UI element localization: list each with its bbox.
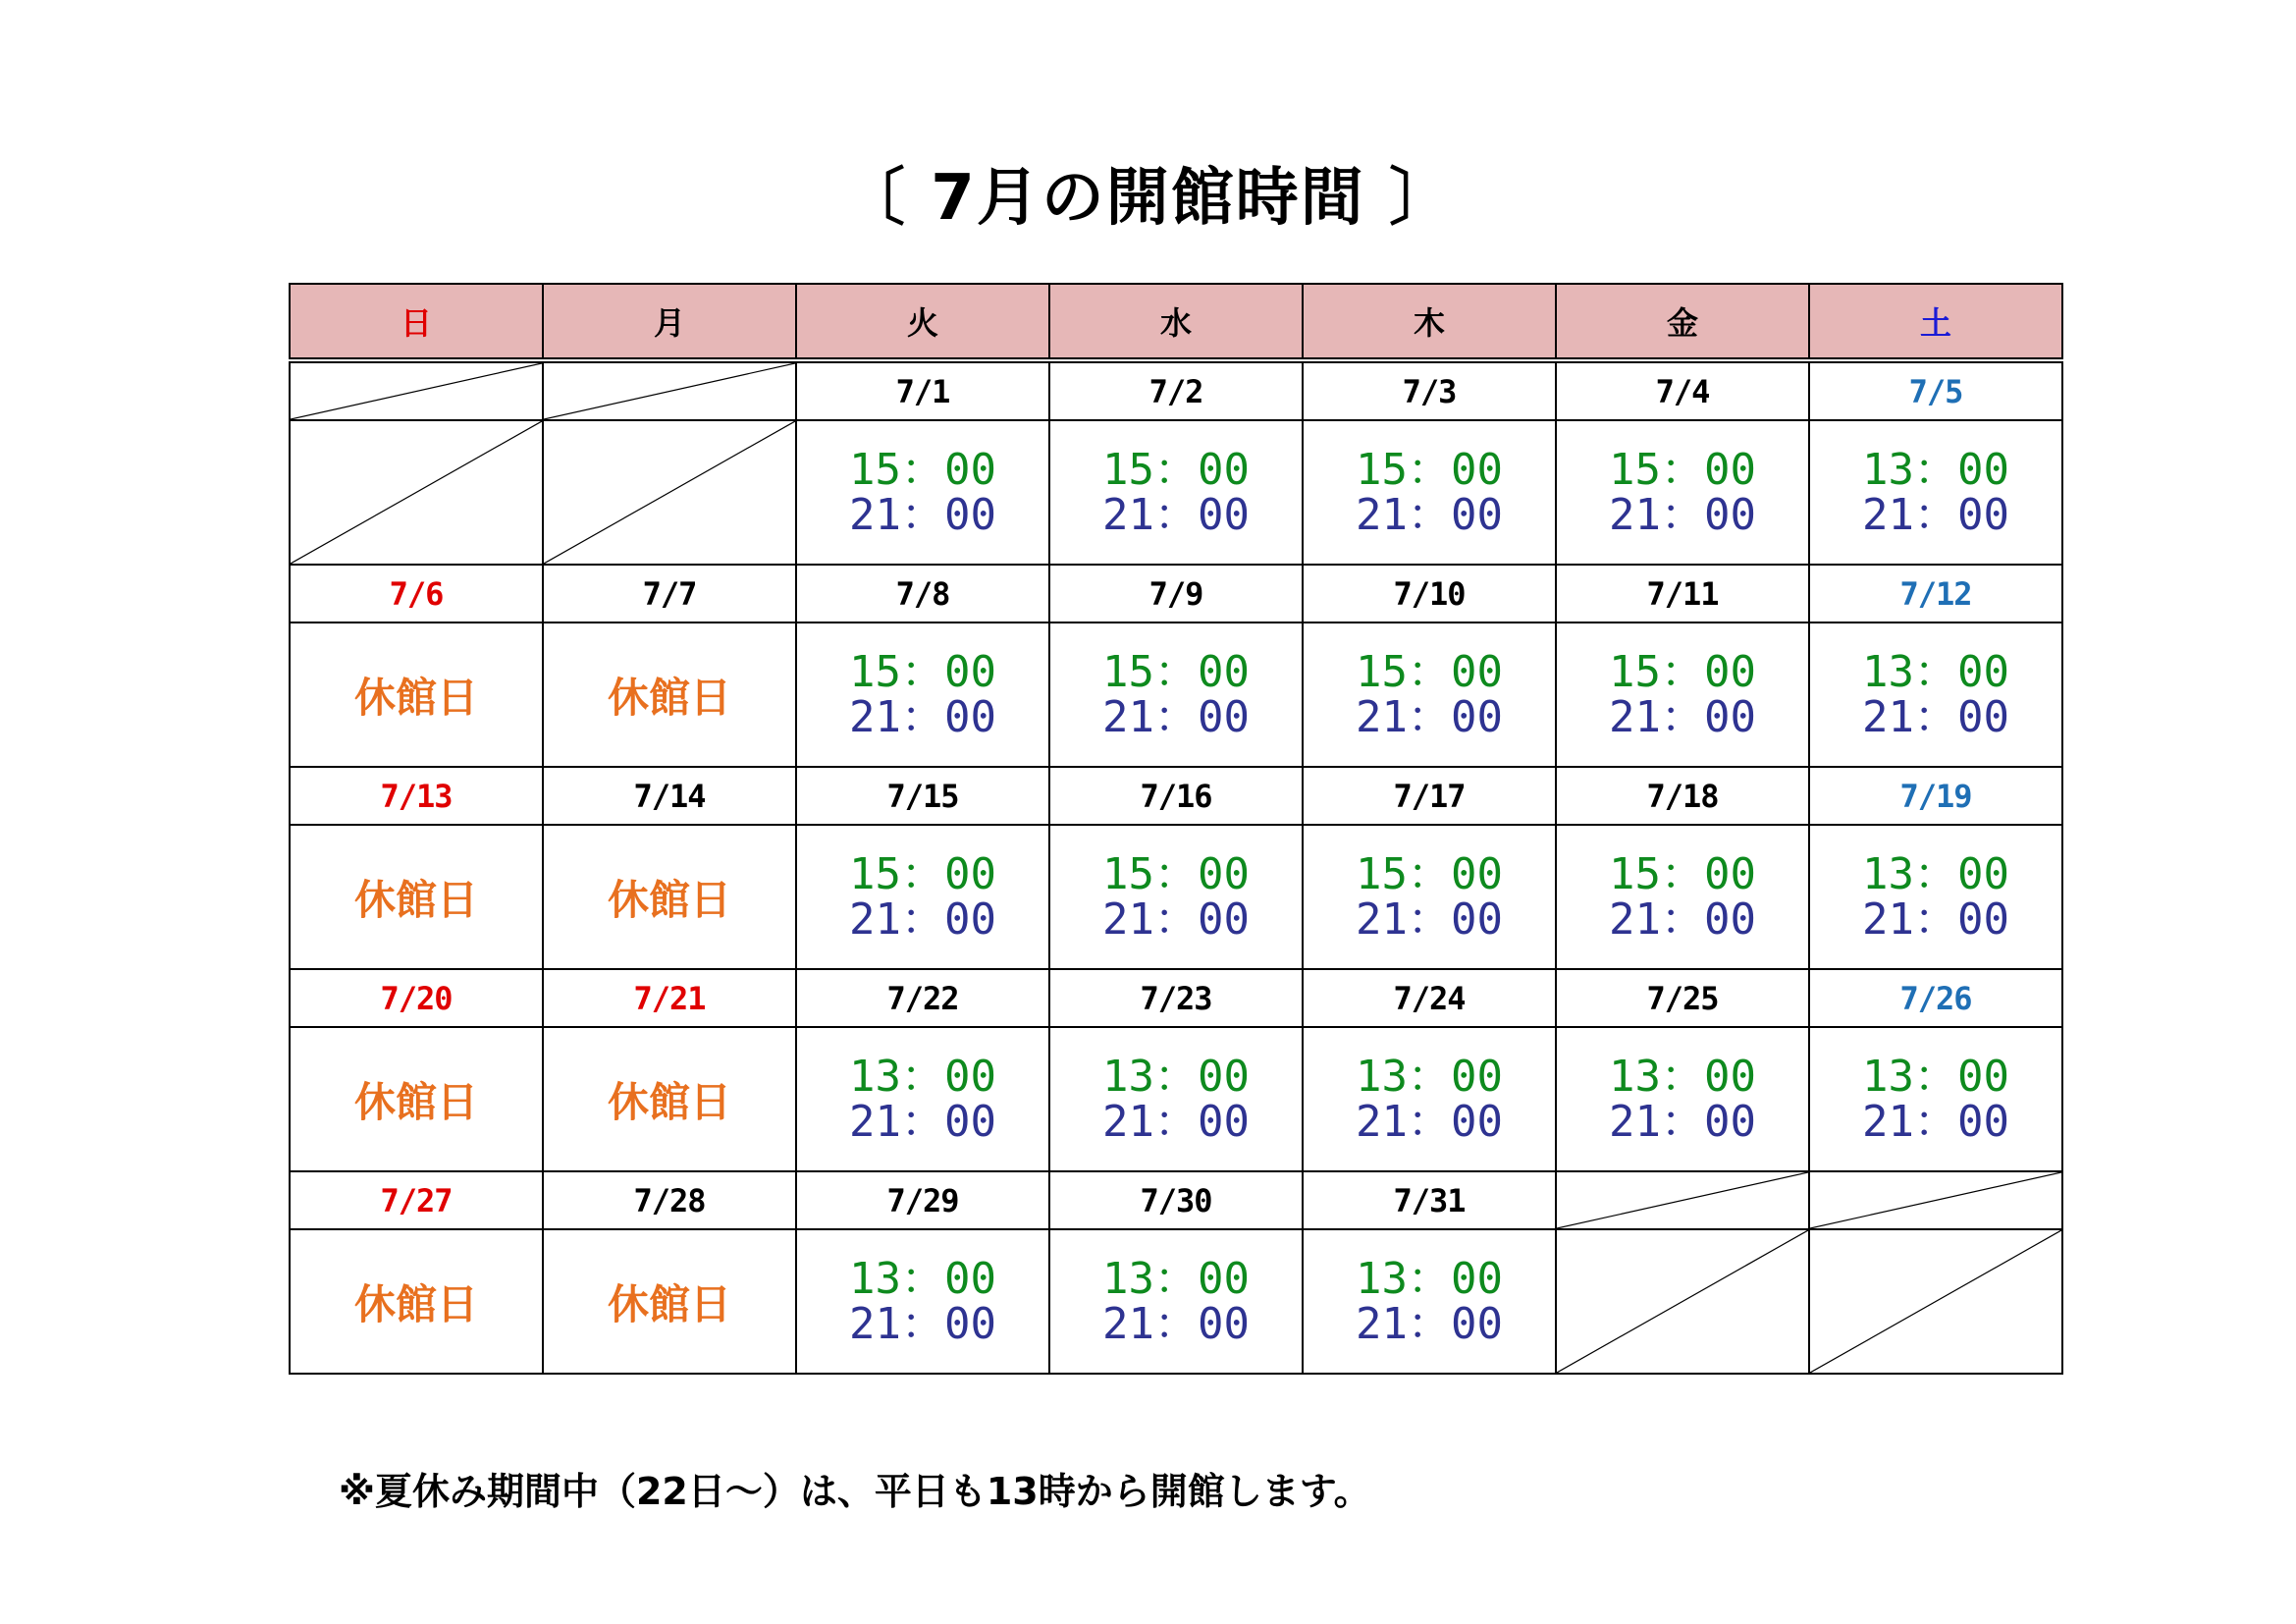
hours-cell [1303, 623, 1556, 767]
close-time: 21：00 [849, 1096, 996, 1147]
closed-label: 休館日 [607, 1279, 731, 1328]
weekday-fri: 金 [1556, 284, 1809, 360]
hours-cell [1809, 623, 2062, 767]
close-time: 21：00 [849, 1298, 996, 1349]
weekday-sun: 日 [290, 284, 543, 360]
open-time: 15：00 [1356, 444, 1503, 495]
date-cell: 7/24 [1303, 969, 1556, 1027]
closed-cell [543, 1229, 796, 1374]
hours-cell [1303, 420, 1556, 565]
close-time: 21：00 [1609, 489, 1756, 540]
weekday-mon: 月 [543, 284, 796, 360]
empty-date-cell [1556, 1171, 1809, 1229]
hours-cell [1556, 825, 1809, 969]
close-time: 21：00 [1609, 691, 1756, 742]
date-cell: 7/18 [1556, 767, 1809, 825]
close-time: 21：00 [849, 489, 996, 540]
open-time: 15：00 [1102, 444, 1250, 495]
summer-note: ※夏休み期間中（22日～）は、平日も13時から開館します。 [339, 1470, 1371, 1513]
empty-cell-slash [291, 363, 542, 419]
hours-cell [1049, 420, 1303, 565]
hours-cell [1556, 1027, 1809, 1171]
close-time: 21：00 [849, 893, 996, 945]
hours-cell [1303, 1229, 1556, 1374]
hours-cell [1556, 420, 1809, 565]
empty-hours-cell [290, 420, 543, 565]
date-cell: 7/6 [290, 565, 543, 623]
hours-cell [1809, 420, 2062, 565]
closed-cell [290, 825, 543, 969]
empty-cell-slash [1557, 1230, 1808, 1373]
date-cell: 7/25 [1556, 969, 1809, 1027]
closed-label: 休館日 [607, 1077, 731, 1126]
close-time: 21：00 [1862, 691, 2009, 742]
date-cell: 7/21 [543, 969, 796, 1027]
hours-cell [1303, 1027, 1556, 1171]
weekday-thu: 木 [1303, 284, 1556, 360]
date-cell: 7/3 [1303, 360, 1556, 420]
date-cell: 7/11 [1556, 565, 1809, 623]
empty-date-cell [543, 360, 796, 420]
empty-cell-slash [1810, 1230, 2061, 1373]
close-time: 21：00 [1862, 893, 2009, 945]
date-cell: 7/17 [1303, 767, 1556, 825]
empty-cell-slash [291, 421, 542, 564]
date-row [290, 1171, 2062, 1229]
close-time: 21：00 [1102, 893, 1250, 945]
closed-label: 休館日 [353, 1077, 478, 1126]
open-time: 15：00 [849, 444, 996, 495]
hours-cell [1049, 1229, 1303, 1374]
calendar-table [289, 283, 2063, 1375]
date-cell: 7/29 [796, 1171, 1049, 1229]
open-time: 13：00 [849, 1253, 996, 1304]
weekday-tue: 火 [796, 284, 1049, 360]
hours-row [290, 825, 2062, 969]
open-time: 13：00 [849, 1051, 996, 1102]
date-cell: 7/31 [1303, 1171, 1556, 1229]
open-time: 15：00 [1356, 848, 1503, 899]
hours-cell [796, 420, 1049, 565]
open-time: 13：00 [1356, 1051, 1503, 1102]
date-cell: 7/30 [1049, 1171, 1303, 1229]
empty-hours-cell [1556, 1229, 1809, 1374]
open-time: 13：00 [1102, 1253, 1250, 1304]
hours-cell [1049, 623, 1303, 767]
hours-cell [796, 623, 1049, 767]
closed-cell [543, 623, 796, 767]
empty-date-cell [290, 360, 543, 420]
date-cell: 7/14 [543, 767, 796, 825]
closed-cell [290, 1229, 543, 1374]
hours-cell [796, 1229, 1049, 1374]
date-cell: 7/19 [1809, 767, 2062, 825]
date-cell: 7/9 [1049, 565, 1303, 623]
weekday-header-row [290, 284, 2062, 360]
open-time: 15：00 [1356, 646, 1503, 697]
date-cell: 7/13 [290, 767, 543, 825]
closed-label: 休館日 [353, 1279, 478, 1328]
open-time: 13：00 [1862, 444, 2009, 495]
date-row [290, 360, 2062, 420]
hours-cell [796, 825, 1049, 969]
hours-row [290, 420, 2062, 565]
close-time: 21：00 [1862, 1096, 2009, 1147]
hours-cell [1049, 1027, 1303, 1171]
closed-label: 休館日 [353, 673, 478, 722]
open-time: 13：00 [1102, 1051, 1250, 1102]
hours-cell [1809, 825, 2062, 969]
open-time: 15：00 [1102, 848, 1250, 899]
open-time: 15：00 [1609, 444, 1756, 495]
closed-label: 休館日 [353, 875, 478, 924]
close-time: 21：00 [1609, 1096, 1756, 1147]
hours-row [290, 1229, 2062, 1374]
open-time: 13：00 [1356, 1253, 1503, 1304]
close-time: 21：00 [849, 691, 996, 742]
date-cell: 7/20 [290, 969, 543, 1027]
hours-row [290, 1027, 2062, 1171]
date-cell: 7/1 [796, 360, 1049, 420]
date-row [290, 969, 2062, 1027]
open-time: 13：00 [1609, 1051, 1756, 1102]
close-time: 21：00 [1356, 1096, 1503, 1147]
close-time: 21：00 [1862, 489, 2009, 540]
weekday-sat: 土 [1809, 284, 2062, 360]
closed-cell [543, 825, 796, 969]
closed-cell [290, 1027, 543, 1171]
date-cell: 7/28 [543, 1171, 796, 1229]
date-cell: 7/23 [1049, 969, 1303, 1027]
open-time: 15：00 [1609, 646, 1756, 697]
date-cell: 7/5 [1809, 360, 2062, 420]
hours-cell [1809, 1027, 2062, 1171]
empty-cell-slash [1810, 1172, 2061, 1228]
closed-cell [290, 623, 543, 767]
open-time: 13：00 [1862, 646, 2009, 697]
empty-date-cell [1809, 1171, 2062, 1229]
date-cell: 7/15 [796, 767, 1049, 825]
closed-label: 休館日 [607, 875, 731, 924]
hours-cell [796, 1027, 1049, 1171]
close-time: 21：00 [1356, 893, 1503, 945]
open-time: 13：00 [1862, 848, 2009, 899]
date-cell: 7/7 [543, 565, 796, 623]
hours-row [290, 623, 2062, 767]
date-cell: 7/26 [1809, 969, 2062, 1027]
empty-hours-cell [1809, 1229, 2062, 1374]
close-time: 21：00 [1356, 691, 1503, 742]
date-row [290, 565, 2062, 623]
date-cell: 7/12 [1809, 565, 2062, 623]
date-cell: 7/27 [290, 1171, 543, 1229]
empty-hours-cell [543, 420, 796, 565]
date-row [290, 767, 2062, 825]
close-time: 21：00 [1102, 1298, 1250, 1349]
hours-cell [1049, 825, 1303, 969]
open-time: 15：00 [849, 848, 996, 899]
hours-cell [1556, 623, 1809, 767]
open-time: 15：00 [849, 646, 996, 697]
date-cell: 7/16 [1049, 767, 1303, 825]
close-time: 21：00 [1102, 691, 1250, 742]
weekday-wed: 水 [1049, 284, 1303, 360]
empty-cell-slash [1557, 1172, 1808, 1228]
empty-cell-slash [544, 363, 795, 419]
close-time: 21：00 [1102, 1096, 1250, 1147]
close-time: 21：00 [1102, 489, 1250, 540]
date-cell: 7/22 [796, 969, 1049, 1027]
date-cell: 7/4 [1556, 360, 1809, 420]
closed-label: 休館日 [607, 673, 731, 722]
date-cell: 7/2 [1049, 360, 1303, 420]
close-time: 21：00 [1356, 489, 1503, 540]
open-time: 13：00 [1862, 1051, 2009, 1102]
close-time: 21：00 [1356, 1298, 1503, 1349]
date-cell: 7/8 [796, 565, 1049, 623]
close-time: 21：00 [1609, 893, 1756, 945]
closed-cell [543, 1027, 796, 1171]
hours-cell [1303, 825, 1556, 969]
calendar-body [290, 284, 2062, 1374]
open-time: 15：00 [1609, 848, 1756, 899]
page-title: 〔 7月の開館時間 〕 [841, 162, 1455, 235]
open-time: 15：00 [1102, 646, 1250, 697]
empty-cell-slash [544, 421, 795, 564]
date-cell: 7/10 [1303, 565, 1556, 623]
